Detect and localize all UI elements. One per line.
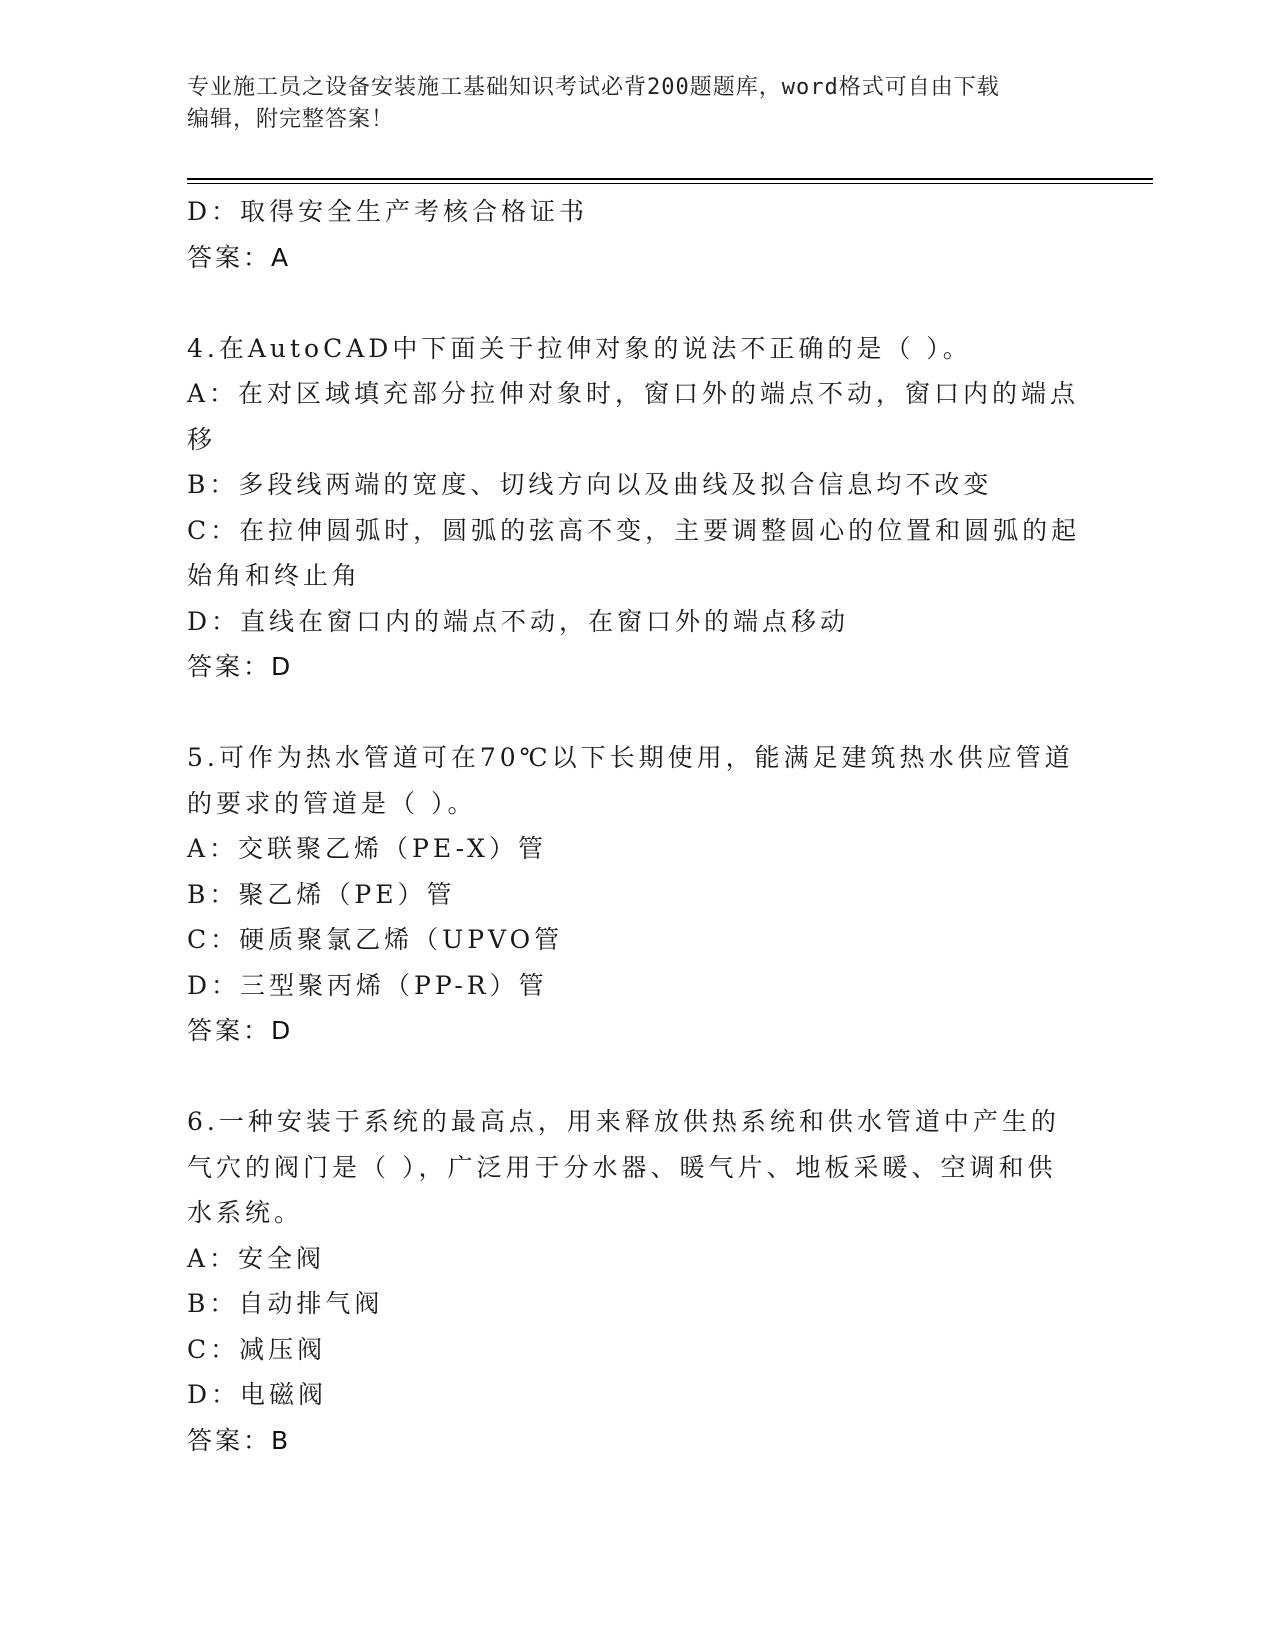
question-6-option-d: D：电磁阀: [187, 1380, 328, 1409]
question-4-option-c: C：在拉伸圆弧时，圆弧的弦高不变，主要调整圆心的位置和圆弧的起: [187, 515, 1081, 545]
question-5-option-b: B：聚乙烯（PE）管: [187, 879, 456, 909]
header-title-line-2: 编辑，附完整答案！: [187, 107, 395, 132]
question-5-option-d: D：三型聚丙烯（PP-R）管: [187, 970, 548, 1000]
question-5-option-c: C：硬质聚氯乙烯（UPVO管: [187, 925, 564, 954]
question-3-fragment: [187, 189, 1087, 280]
spacer: [187, 1054, 1087, 1100]
question-4-option-b: B：多段线两端的宽度、切线方向以及曲线及拟合信息均不改变: [187, 470, 993, 499]
question-4-option-c-continued: 始角和终止角: [187, 561, 362, 590]
question-6-option-b: B：自动排气阀: [187, 1289, 384, 1318]
header-divider-thick: [187, 178, 1153, 180]
question-list: [187, 189, 1087, 1463]
question-5-stem-continued: 的要求的管道是（ ）。: [187, 788, 477, 818]
question-6-option-a: A：安全阀: [187, 1243, 326, 1273]
question-4: [187, 326, 1087, 690]
question-6-stem: 6.一种安装于系统的最高点，用来释放供热系统和供水管道中产生的: [187, 1107, 1060, 1136]
question-4-answer: 答案：D: [187, 652, 294, 681]
page-header: [187, 72, 1067, 136]
question-5-option-a: A：交联聚乙烯（PE-X）管: [187, 834, 547, 863]
question-6-stem-continued: 气穴的阀门是（ ），广泛用于分水器、暖气片、地板采暖、空调和供: [187, 1152, 1057, 1182]
question-6: [187, 1099, 1087, 1463]
question-4-option-a-continued: 移: [187, 424, 217, 454]
spacer: [187, 690, 1087, 736]
question-4-stem: 4.在AutoCAD中下面关于拉伸对象的说法不正确的是（ ）。: [187, 333, 972, 363]
question-4-option-a: A：在对区域填充部分拉伸对象时，窗口外的端点不动，窗口内的端点: [187, 379, 1080, 408]
header-title-line-1: 专业施工员之设备安装施工基础知识考试必背200题题库，word格式可自由下载: [187, 75, 1000, 100]
question-5: [187, 735, 1087, 1054]
question-5-stem: 5.可作为热水管道可在70℃以下长期使用，能满足建筑热水供应管道: [187, 743, 1074, 772]
header-divider-thin: [187, 183, 1153, 184]
question-3-option-d: D：取得安全生产考核合格证书: [187, 197, 589, 226]
spacer: [187, 280, 1087, 326]
question-3-answer: 答案：A: [187, 242, 292, 272]
question-6-stem-continued-2: 水系统。: [187, 1198, 304, 1227]
question-5-answer: 答案：D: [187, 1016, 294, 1045]
question-6-option-c: C：减压阀: [187, 1334, 327, 1364]
question-6-answer: 答案：B: [187, 1425, 292, 1455]
question-4-option-d: D：直线在窗口内的端点不动，在窗口外的端点移动: [187, 606, 850, 636]
